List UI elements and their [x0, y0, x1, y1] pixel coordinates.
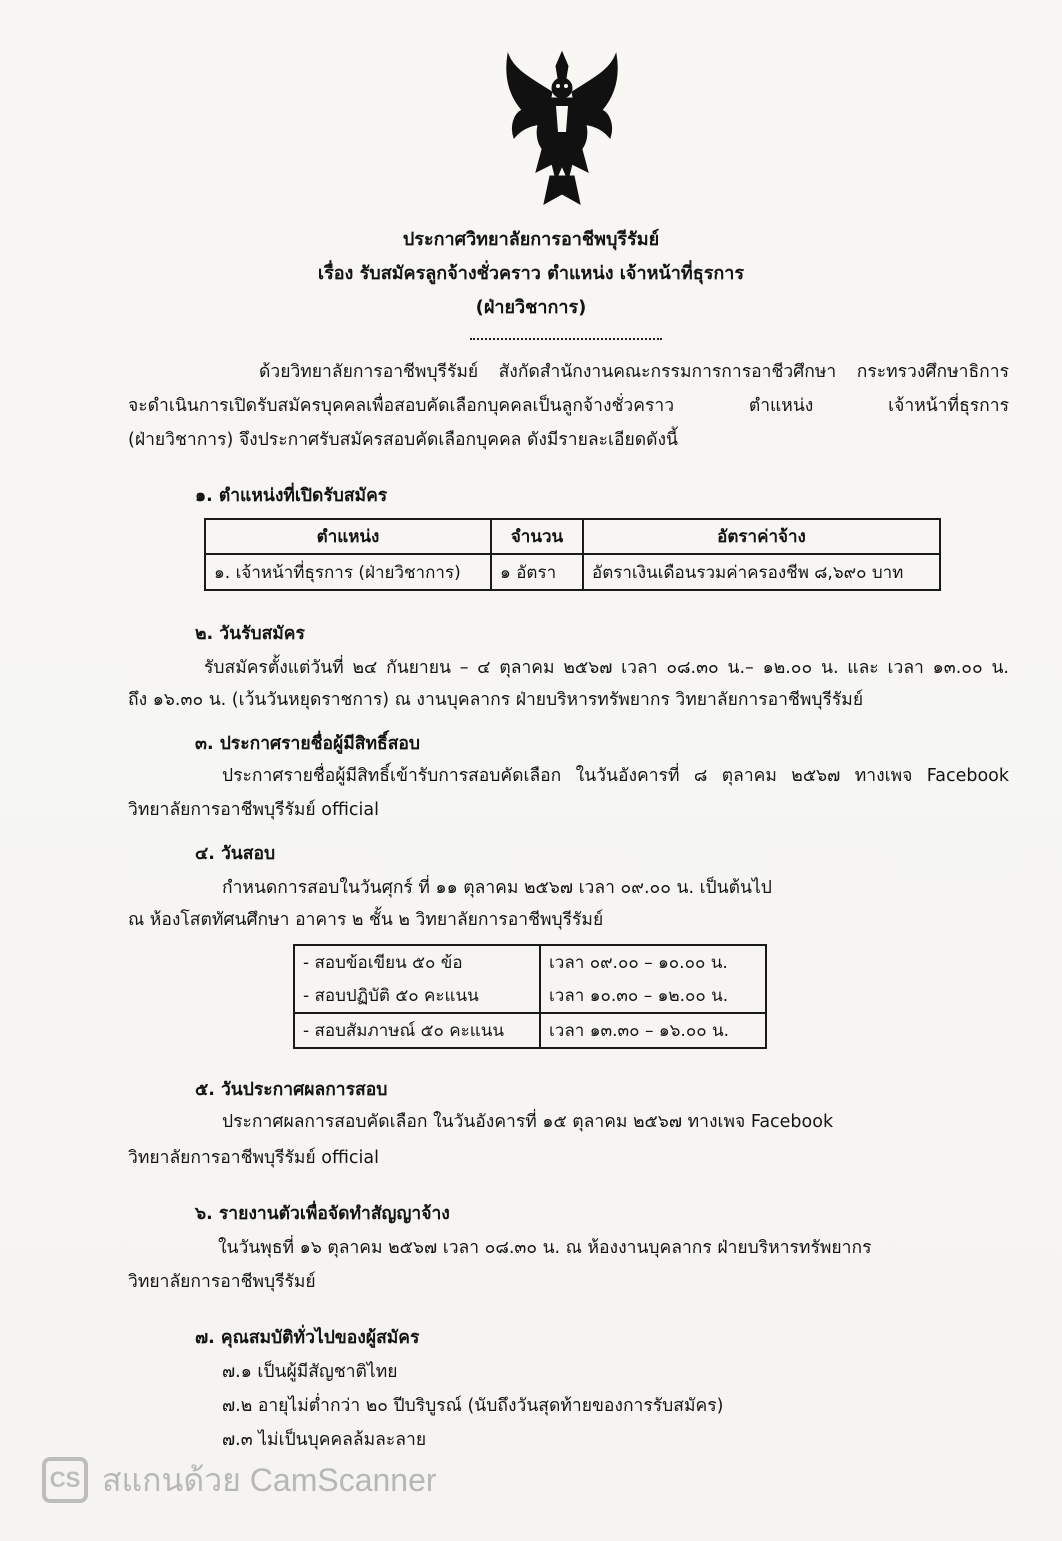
exam-time: เวลา ๐๙.๐๐ – ๑๐.๐๐ น. [540, 945, 766, 979]
table-row [294, 979, 766, 1013]
qualification-item: ๗.๒ อายุไม่ต่ำกว่า ๒๐ ปีบริบูรณ์ (นับถึงวันสุดท้ายของการรับสมัคร) [222, 1396, 724, 1416]
section3-line-2: วิทยาลัยการอาชีพบุรีรัมย์ official [128, 800, 379, 820]
announcement-subject: เรื่อง รับสมัครลูกจ้างชั่วคราว ตำแหน่ง เจ้าหน้าที่ธุรการ [317, 263, 745, 284]
exam-name: - สอบปฏิบัติ ๕๐ คะแนน [294, 979, 540, 1013]
intro-line-2: จะดำเนินการเปิดรับสมัครบุคคลเพื่อสอบคัดเลือกบุคคลเป็นลูกจ้างชั่วคราว ตำแหน่ง เจ้าหน้าที่ธุรการ [128, 396, 1009, 416]
section3-line-1: ประกาศรายชื่อผู้มีสิทธิ์เข้ารับการสอบคัดเลือก ในวันอังคารที่ ๘ ตุลาคม ๒๕๖๗ ทางเพจ Facebook [222, 766, 1009, 786]
watermark-label: สแกนด้วย CamScanner [102, 1461, 437, 1498]
section5-line-1: ประกาศผลการสอบคัดเลือก ในวันอังคารที่ ๑๕ ตุลาคม ๒๕๖๗ ทางเพจ Facebook [222, 1112, 834, 1132]
exam-time: เวลา ๑๓.๓๐ – ๑๖.๐๐ น. [540, 1013, 766, 1048]
table-cell: ๑. เจ้าหน้าที่ธุรการ (ฝ่ายวิชาการ) [205, 554, 491, 590]
announcement-title: ประกาศวิทยาลัยการอาชีพบุรีรัมย์ [402, 229, 660, 250]
section1-heading: ๑. ตำแหน่งที่เปิดรับสมัคร [195, 486, 388, 506]
exam-schedule-table [293, 944, 767, 1049]
table-header: อัตราค่าจ้าง [583, 519, 940, 554]
section6-heading: ๖. รายงานตัวเพื่อจัดทำสัญญาจ้าง [195, 1204, 450, 1224]
section4-line-1: กำหนดการสอบในวันศุกร์ ที่ ๑๑ ตุลาคม ๒๕๖๗ เวลา ๐๙.๐๐ น. เป็นต้นไป [222, 878, 772, 898]
camscanner-logo-icon: CS [42, 1457, 88, 1503]
section6-line-2: วิทยาลัยการอาชีพบุรีรัมย์ [128, 1272, 316, 1292]
section5-line-2: วิทยาลัยการอาชีพบุรีรัมย์ official [128, 1148, 379, 1168]
camscanner-watermark [42, 1456, 437, 1504]
qualification-item: ๗.๑ เป็นผู้มีสัญชาติไทย [222, 1362, 398, 1382]
position-table [204, 518, 941, 591]
table-cell: ๑ อัตรา [491, 554, 583, 590]
intro-line-1: ด้วยวิทยาลัยการอาชีพบุรีรัมย์ สังกัดสำนักงานคณะกรรมการการอาชีวศึกษา กระทรวงศึกษาธิการ [259, 362, 1009, 382]
intro-line-3: (ฝ่ายวิชาการ) จึงประกาศรับสมัครสอบคัดเลือกบุคคล ดังมีรายละเอียดดังนี้ [128, 430, 678, 450]
section4-heading: ๔. วันสอบ [195, 844, 276, 864]
exam-time: เวลา ๑๐.๓๐ – ๑๒.๐๐ น. [540, 979, 766, 1013]
table-header: ตำแหน่ง [205, 519, 491, 554]
announcement-department: (ฝ่ายวิชาการ) [475, 297, 587, 318]
qualification-item: ๗.๓ ไม่เป็นบุคคลล้มละลาย [222, 1430, 427, 1450]
table-row [294, 1013, 766, 1048]
table-header: จำนวน [491, 519, 583, 554]
section7-heading: ๗. คุณสมบัติทั่วไปของผู้สมัคร [195, 1328, 420, 1348]
section3-heading: ๓. ประกาศรายชื่อผู้มีสิทธิ์สอบ [195, 734, 420, 754]
section2-line-1: รับสมัครตั้งแต่วันที่ ๒๔ กันยายน – ๔ ตุลาคม ๒๕๖๗ เวลา ๐๘.๓๐ น.– ๑๒.๐๐ น. และ เวลา ๑๓.๐๐ น. [204, 658, 1009, 678]
exam-name: - สอบข้อเขียน ๕๐ ข้อ [294, 945, 540, 979]
exam-name: - สอบสัมภาษณ์ ๕๐ คะแนน [294, 1013, 540, 1048]
table-row [294, 945, 766, 979]
section5-heading: ๕. วันประกาศผลการสอบ [195, 1080, 388, 1100]
section2-heading: ๒. วันรับสมัคร [195, 624, 305, 644]
header-separator [470, 338, 662, 340]
table-header-row [205, 519, 940, 554]
section2-line-2: ถึง ๑๖.๓๐ น. (เว้นวันหยุดราชการ) ณ งานบุคลากร ฝ่ายบริหารทรัพยากร วิทยาลัยการอาชีพบุรีรัมย์ [128, 690, 864, 710]
table-row [205, 554, 940, 590]
garuda-emblem-icon [500, 48, 624, 208]
section6-line-1: ในวันพุธที่ ๑๖ ตุลาคม ๒๕๖๗ เวลา ๐๘.๓๐ น. ณ ห้องงานบุคลากร ฝ่ายบริหารทรัพยากร [218, 1238, 872, 1258]
table-cell: อัตราเงินเดือนรวมค่าครองชีพ ๘,๖๙๐ บาท [583, 554, 940, 590]
section4-line-2: ณ ห้องโสตทัศนศึกษา อาคาร ๒ ชั้น ๒ วิทยาลัยการอาชีพบุรีรัมย์ [128, 910, 604, 930]
